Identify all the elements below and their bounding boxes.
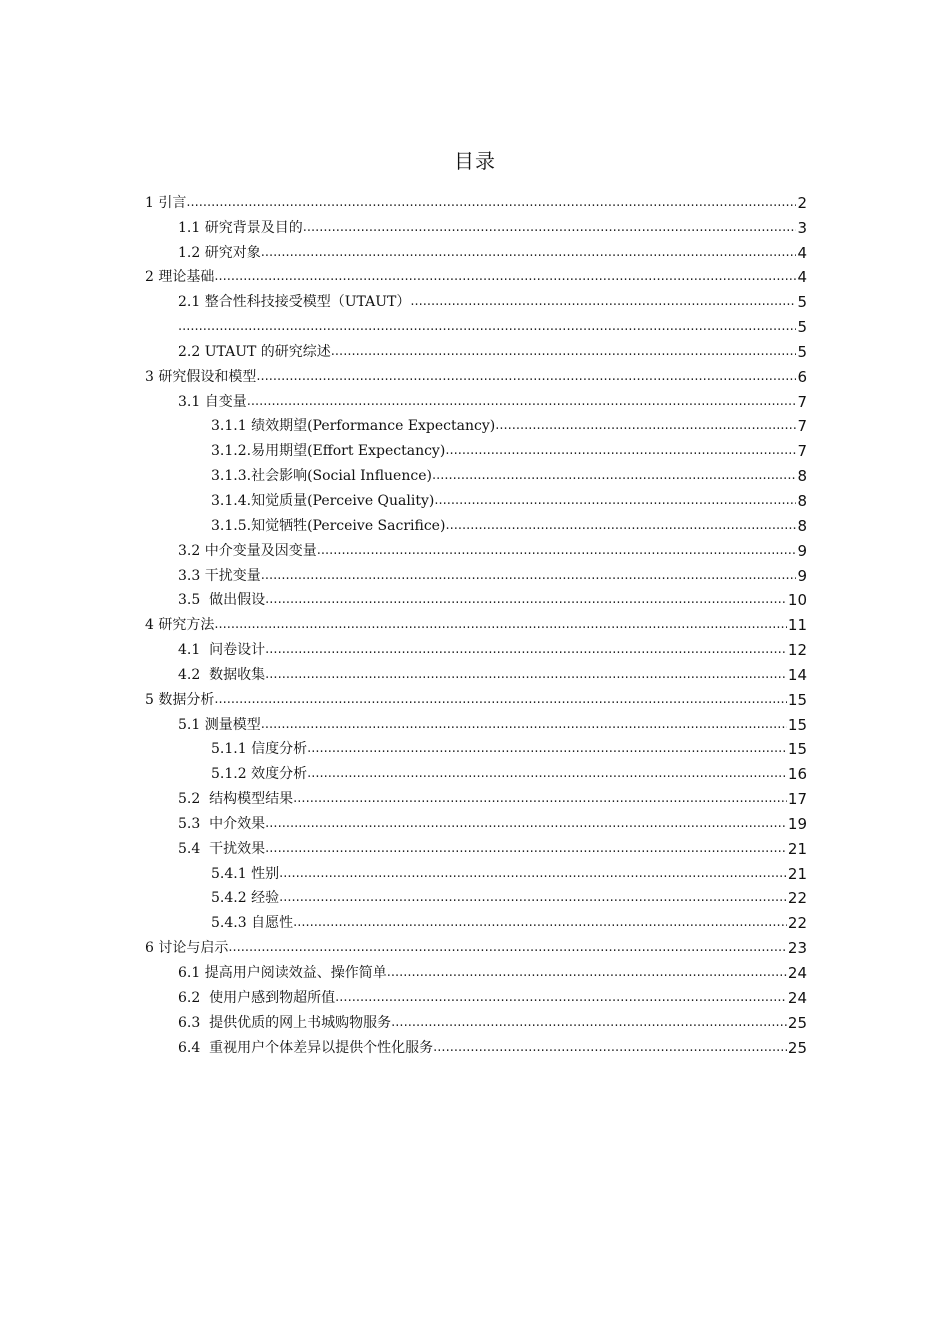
toc-entry-page-number: 22: [787, 914, 807, 933]
toc-entry-page-number: 15: [787, 715, 807, 734]
toc-dot-leader: [331, 343, 797, 361]
toc-entry[interactable]: [145, 783, 807, 808]
toc-entry-page-number: 3: [797, 218, 807, 237]
toc-dot-leader: [256, 368, 796, 386]
toc-entry[interactable]: [145, 535, 807, 560]
toc-entry-label: 3.2 中介变量及因变量: [178, 542, 317, 559]
toc-entry-page-number: 19: [787, 814, 807, 833]
toc-entry-page-number: 10: [787, 591, 807, 610]
toc-dot-leader: [317, 542, 797, 560]
toc-entry[interactable]: [145, 932, 807, 957]
toc-entry-label: 3.1 自变量: [178, 393, 247, 410]
toc-dot-leader: [391, 1014, 787, 1032]
toc-entry-label: 3 研究假设和模型: [145, 368, 257, 385]
toc-entry-page-number: 7: [797, 417, 807, 436]
toc-dot-leader: [265, 666, 787, 684]
toc-dot-leader: [214, 691, 787, 709]
toc-entry-label: 6.2 使用户感到物超所值: [178, 989, 336, 1006]
toc-entry-label: 5.1 测量模型: [178, 716, 261, 733]
toc-entry-label: 2 理论基础: [145, 269, 215, 286]
toc-entry-page-number: 4: [797, 268, 807, 287]
toc-entry[interactable]: [145, 957, 807, 982]
toc-entry[interactable]: [145, 262, 807, 287]
toc-dot-leader: [279, 865, 787, 883]
toc-entry-label: 1.1 研究背景及目的: [178, 219, 303, 236]
toc-entry-page-number: 11: [787, 616, 807, 635]
toc-entry-page-number: 2: [797, 193, 807, 212]
toc-dot-leader: [265, 591, 787, 609]
toc-entry-page-number: 21: [787, 864, 807, 883]
toc-entry-label: 1.2 研究对象: [178, 244, 261, 261]
toc-entry-page-number: 24: [787, 988, 807, 1007]
toc-entry-label: 5.1.2 效度分析: [211, 766, 308, 783]
toc-entry-label: 3.1.4.知觉质量(Perceive Quality): [211, 492, 435, 509]
toc-dot-leader: [214, 268, 796, 286]
toc-dot-leader: [247, 393, 797, 411]
toc-dot-leader: [261, 244, 797, 262]
toc-dot-leader: [265, 815, 787, 833]
toc-entry-label: 5.4.2 经验: [211, 890, 280, 907]
toc-dot-leader: [432, 467, 797, 485]
toc-entry-label: 2.2 UTAUT 的研究综述: [178, 343, 331, 360]
toc-entry-page-number: 23: [787, 939, 807, 958]
toc-entry[interactable]: [145, 560, 807, 585]
toc-entry-label: 3.1.5.知觉牺牲(Perceive Sacrifice): [211, 517, 446, 534]
toc-entry-label: 1 引言: [145, 194, 187, 211]
toc-dot-leader: [265, 641, 787, 659]
toc-entry-label: 3.1.3.社会影响(Social Influence): [211, 468, 432, 485]
toc-entry-page-number: 5: [797, 318, 807, 337]
toc-dot-leader: [303, 219, 797, 237]
toc-dot-leader: [261, 567, 797, 585]
toc-dot-leader: [214, 616, 787, 634]
toc-dot-leader: [307, 765, 787, 783]
toc-entry-page-number: 8: [797, 516, 807, 535]
toc-entry-label: 4.1 问卷设计: [178, 642, 266, 659]
toc-dot-leader: [433, 1039, 787, 1057]
toc-entry[interactable]: [145, 286, 807, 311]
toc-dot-leader: [387, 964, 787, 982]
toc-entry-label: 5.4 干扰效果: [178, 840, 266, 857]
toc-entry-page-number: 6: [797, 367, 807, 386]
table-of-contents: [145, 187, 807, 1057]
toc-dot-leader: [335, 989, 787, 1007]
toc-entry-label: 4.2 数据收集: [178, 666, 266, 683]
toc-entry[interactable]: [145, 659, 807, 684]
toc-dot-leader: [495, 417, 796, 435]
toc-entry[interactable]: [145, 510, 807, 535]
toc-dot-leader: [178, 318, 796, 336]
toc-dot-leader: [293, 790, 787, 808]
toc-entry[interactable]: [145, 609, 807, 634]
toc-entry[interactable]: [145, 336, 807, 361]
toc-entry[interactable]: [145, 808, 807, 833]
toc-entry[interactable]: [145, 361, 807, 386]
toc-entry-page-number: 8: [797, 491, 807, 510]
toc-entry[interactable]: [145, 1007, 807, 1032]
toc-entry-label: 4 研究方法: [145, 617, 215, 634]
toc-entry-label: 6 讨论与启示: [145, 940, 229, 957]
toc-entry[interactable]: [145, 212, 807, 237]
toc-entry[interactable]: [145, 311, 807, 336]
toc-entry-page-number: 4: [797, 243, 807, 262]
toc-entry-page-number: 8: [797, 467, 807, 486]
toc-entry-page-number: 5: [797, 293, 807, 312]
toc-entry-label: 6.1 提高用户阅读效益、操作简单: [178, 965, 387, 981]
toc-title: 目录: [454, 149, 496, 173]
toc-entry-label: 5.4.1 性别: [211, 865, 280, 882]
toc-entry-label: 3.1.2.易用期望(Effort Expectancy): [211, 443, 446, 460]
toc-entry-page-number: 17: [787, 790, 807, 809]
toc-entry[interactable]: [145, 684, 807, 709]
toc-entry[interactable]: [145, 833, 807, 858]
toc-entry[interactable]: [145, 485, 807, 510]
toc-entry-label: 3.5 做出假设: [178, 592, 266, 609]
toc-entry-page-number: 7: [797, 442, 807, 461]
toc-entry-page-number: 22: [787, 889, 807, 908]
toc-dot-leader: [434, 492, 796, 510]
toc-entry-label: 2.1 整合性科技接受模型（UTAUT）: [178, 294, 411, 311]
toc-entry-page-number: 24: [787, 964, 807, 982]
toc-entry[interactable]: [145, 187, 807, 212]
toc-dot-leader: [265, 840, 787, 858]
toc-entry-label: 5.4.3 自愿性: [211, 915, 294, 932]
toc-entry-page-number: 16: [787, 765, 807, 784]
toc-entry[interactable]: [145, 386, 807, 411]
toc-dot-leader: [261, 716, 787, 734]
toc-entry[interactable]: [145, 1032, 807, 1057]
toc-entry-label: 5 数据分析: [145, 691, 215, 708]
toc-entry[interactable]: [145, 858, 807, 883]
toc-entry-page-number: 14: [787, 665, 807, 684]
toc-entry[interactable]: [145, 585, 807, 610]
toc-dot-leader: [279, 889, 787, 907]
toc-entry-page-number: 5: [797, 342, 807, 361]
toc-entry[interactable]: [145, 982, 807, 1007]
toc-entry-label: 6.3 提供优质的网上书城购物服务: [178, 1014, 392, 1031]
toc-dot-leader: [410, 293, 796, 311]
toc-entry-label: 6.4 重视用户个体差异以提供个性化服务: [178, 1039, 434, 1056]
toc-entry[interactable]: [145, 237, 807, 262]
toc-entry[interactable]: [145, 883, 807, 908]
toc-entry[interactable]: [145, 460, 807, 485]
toc-dot-leader: [445, 517, 796, 535]
toc-entry-page-number: 7: [797, 392, 807, 411]
toc-entry-label: 3.3 干扰变量: [178, 567, 261, 584]
toc-entry-page-number: 15: [787, 740, 807, 759]
toc-dot-leader: [307, 740, 787, 758]
toc-entry-label: 5.2 结构模型结果: [178, 791, 294, 808]
toc-entry-page-number: 25: [787, 1038, 807, 1057]
toc-entry[interactable]: [145, 709, 807, 734]
toc-entry-page-number: 15: [787, 690, 807, 709]
toc-entry-label: 5.3 中介效果: [178, 815, 266, 832]
toc-entry[interactable]: [145, 634, 807, 659]
toc-entry-label: 5.1.1 信度分析: [211, 741, 308, 758]
toc-entry-page-number: 9: [797, 566, 807, 585]
toc-entry[interactable]: [145, 734, 807, 759]
toc-dot-leader: [186, 194, 796, 212]
toc-dot-leader: [445, 442, 796, 460]
toc-entry[interactable]: [145, 411, 807, 436]
toc-entry-page-number: 21: [787, 839, 807, 858]
toc-dot-leader: [228, 939, 787, 957]
toc-entry-page-number: 12: [787, 641, 807, 660]
toc-entry[interactable]: [145, 907, 807, 932]
toc-dot-leader: [293, 914, 787, 932]
toc-entry-label: 3.1.1 绩效期望(Performance Expectancy): [211, 418, 496, 435]
toc-entry[interactable]: [145, 435, 807, 460]
toc-entry-page-number: 9: [797, 541, 807, 560]
toc-entry[interactable]: [145, 758, 807, 783]
toc-entry-page-number: 25: [787, 1013, 807, 1032]
